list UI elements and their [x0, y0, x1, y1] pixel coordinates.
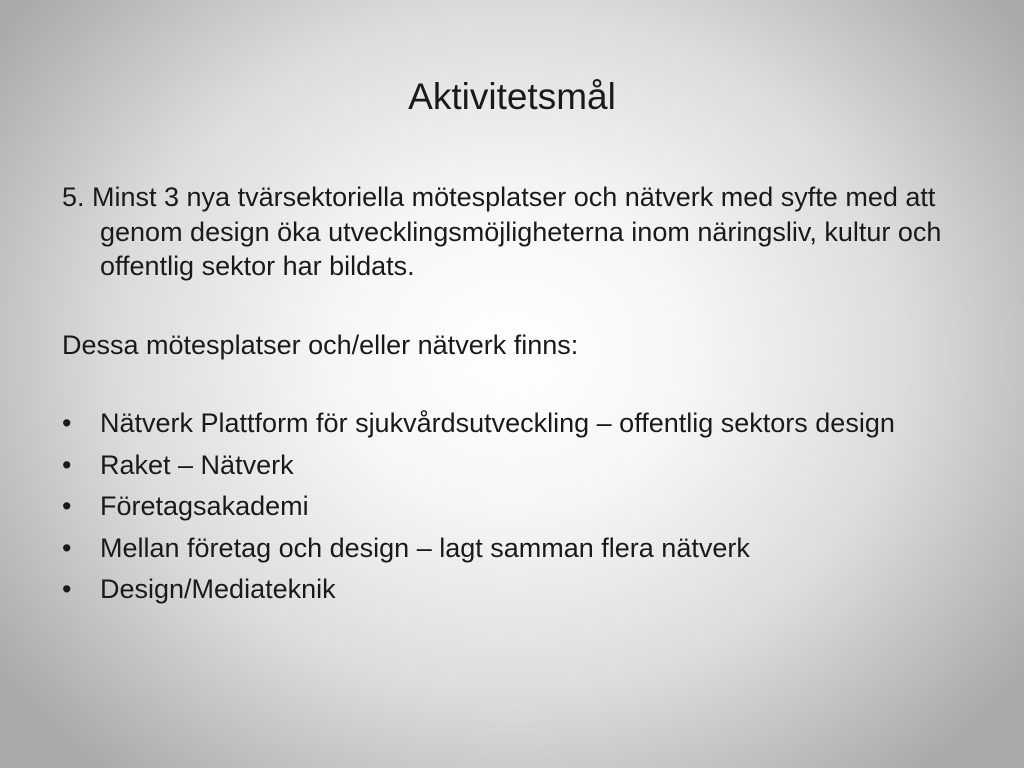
list-item-text: Mellan företag och design – lagt samman flera nätverk: [100, 532, 750, 563]
slide-title: Aktivitetsmål: [408, 76, 616, 117]
bullet-icon: •: [62, 574, 72, 604]
list-item-text: Raket – Nätverk: [100, 449, 294, 480]
bullet-icon: •: [62, 408, 72, 438]
list-item-text: Design/Mediateknik: [100, 574, 336, 604]
list-item: [62, 489, 972, 524]
list-item: [62, 572, 972, 607]
bullet-icon: •: [62, 491, 72, 521]
network-list: [62, 406, 972, 607]
list-item-text: Nätverk Plattform för sjukvårdsutveckling – offentlig sektors design: [100, 408, 895, 438]
list-item: [62, 531, 972, 566]
bullet-icon: •: [62, 532, 72, 563]
bullet-icon: •: [62, 449, 72, 480]
intro-paragraph: Dessa mötesplatser och/eller nätverk finns:: [62, 329, 579, 360]
goal-paragraph: 5. Minst 3 nya tvärsektoriella mötesplatser och nätverk med syfte med att genom design öka utvecklingsmöjligheterna inom näringsliv, kultur och offentlig sektor har bildats.: [62, 182, 942, 281]
list-item: [62, 448, 972, 483]
list-item: [62, 406, 972, 441]
slide-body: [62, 180, 972, 614]
list-item-text: Företagsakademi: [100, 491, 309, 521]
